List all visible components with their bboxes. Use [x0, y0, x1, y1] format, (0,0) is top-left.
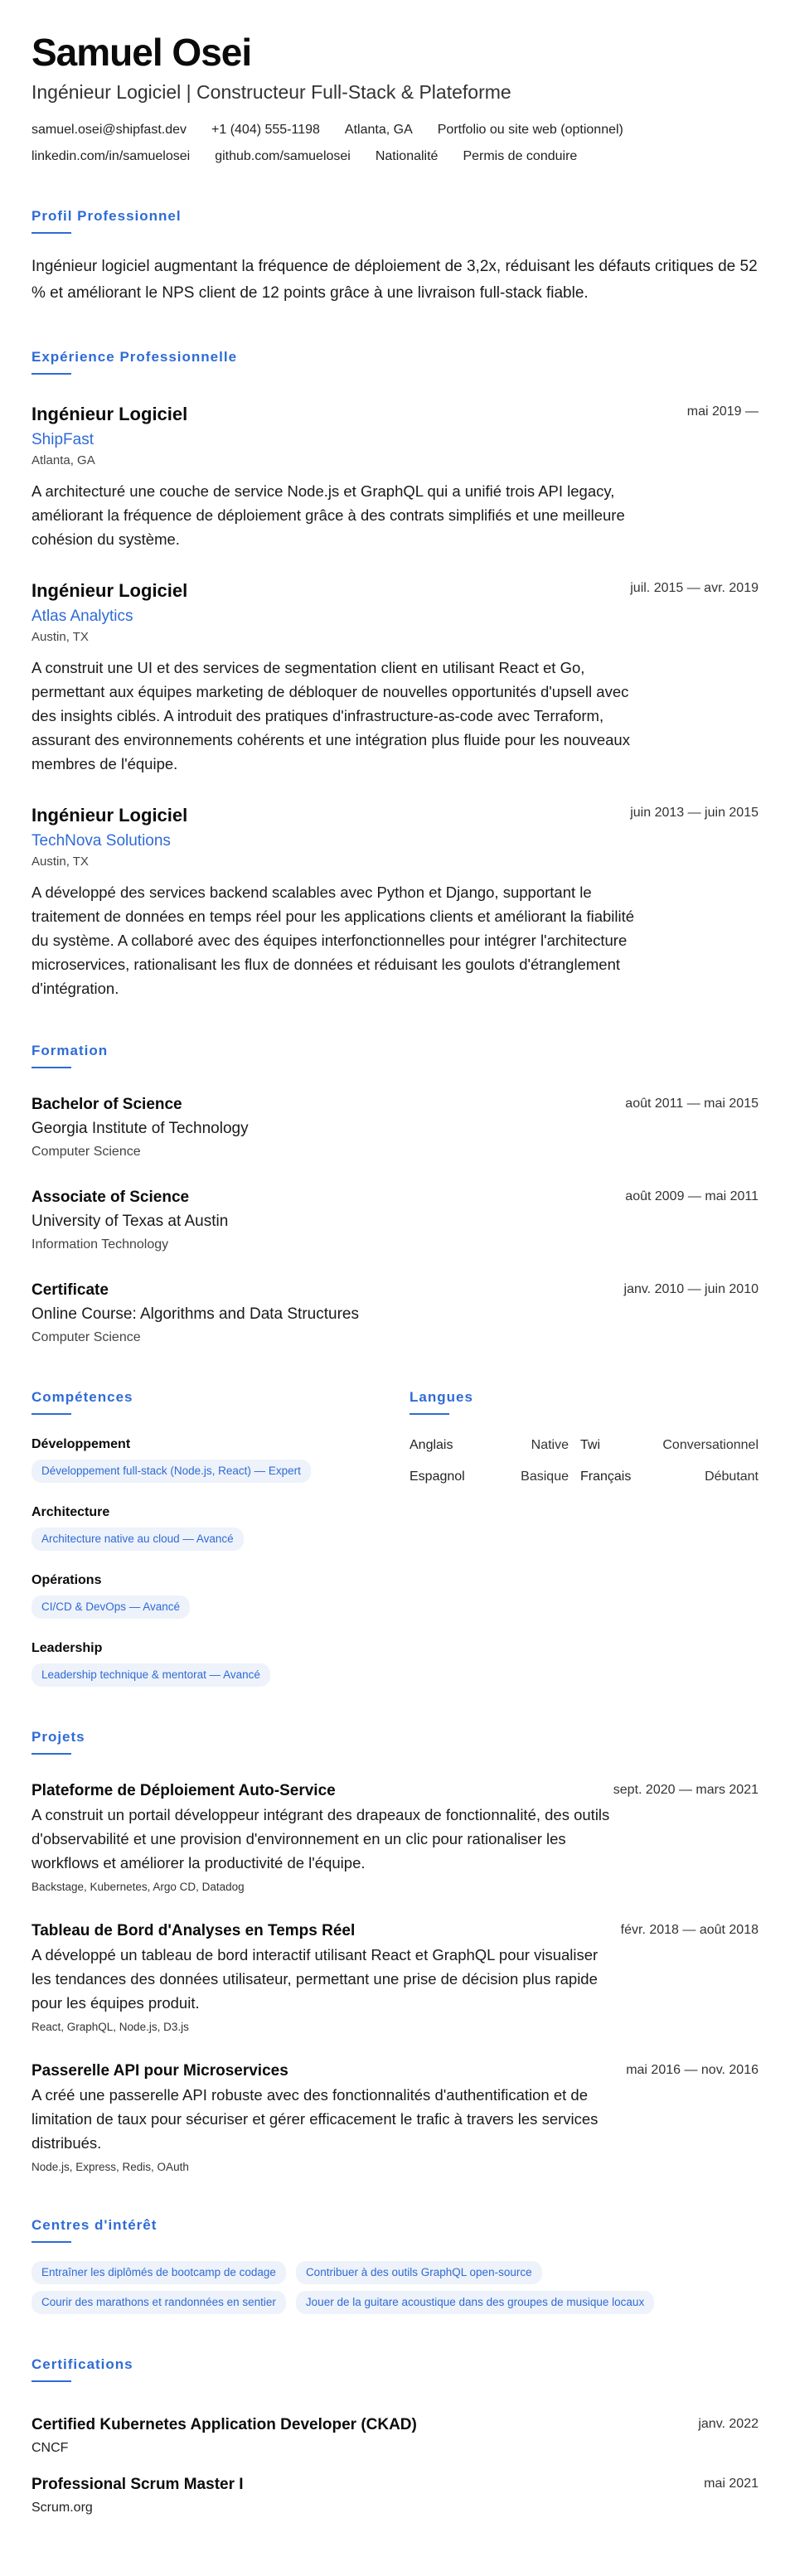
- education-section: [32, 1042, 758, 1347]
- skill-pill: Leadership technique & mentorat — Avancé: [32, 1663, 270, 1687]
- language-level: Débutant: [705, 1470, 758, 1484]
- project-date: févr. 2018 — août 2018: [620, 1923, 758, 1937]
- project-date: mai 2016 — nov. 2016: [626, 2063, 758, 2077]
- interest-pill: Courir des marathons et randonnées en sentier: [32, 2291, 286, 2314]
- skill-pill: Développement full-stack (Node.js, React) — Expert: [32, 1460, 311, 1483]
- contact-list: [32, 121, 744, 166]
- language-level: Basique: [521, 1470, 569, 1484]
- project-description: A développé un tableau de bord interactif utilisant React et GraphQL pour visualiser les tendances des données utilisateur, permettant une prise de décision plus rapide pour les équipes produit.: [32, 1946, 599, 2012]
- language-name: Français: [580, 1470, 632, 1484]
- project-title: Tableau de Bord d'Analyses en Temps Réel: [32, 1922, 356, 1939]
- skills-languages-row: [32, 1388, 758, 1687]
- job-location: Atlanta, GA: [32, 453, 95, 467]
- project-date: sept. 2020 — mars 2021: [613, 1783, 758, 1797]
- job-description: A développé des services backend scalables avec Python et Django, supportant le traitement de données en temps réel pour les applications clients et améliorant la fiabilité du système. A collaboré avec des équipes interfonctionnelles pour intégrer l'architecture microservices, rationalisant les flux de données et réduisant les goulots d'étranglement d'intégration.: [32, 884, 635, 997]
- section-title: Centres d'intérêt: [32, 2217, 158, 2233]
- skills-section: [32, 1388, 410, 1687]
- profile-section: [32, 207, 758, 307]
- education-degree: Associate of Science: [32, 1189, 190, 1206]
- job-title: Ingénieur Logiciel: [32, 404, 188, 424]
- section-divider: [32, 1413, 71, 1415]
- education-school: Georgia Institute of Technology: [32, 1120, 249, 1137]
- job-title: Ingénieur Logiciel: [32, 580, 188, 601]
- candidate-headline: Ingénieur Logiciel | Constructeur Full-Stack & Plateforme: [32, 81, 511, 103]
- project-entry: [32, 2061, 758, 2175]
- language-list: [410, 1436, 758, 1486]
- job-date: mai 2019 —: [686, 404, 758, 419]
- section-title: Compétences: [32, 1389, 133, 1405]
- skill-group: [32, 1640, 410, 1687]
- section-divider: [32, 232, 71, 234]
- skill-group-label: Opérations: [32, 1573, 102, 1587]
- contact-email[interactable]: samuel.osei@shipfast.dev: [32, 123, 187, 137]
- section-title: Certifications: [32, 2356, 133, 2372]
- project-tech: React, GraphQL, Node.js, D3.js: [32, 2021, 189, 2033]
- job-description: A construit une UI et des services de segmentation client en utilisant React et Go, permettant aux équipes marketing de débloquer de nouvelles opportunités d'upsell avec des insights ciblés. A introduit des pratiques d'infrastructure-as-code avec Terraform, assurant des environnements cohérents et une intégration plus fluide pour les nouveaux membres de l'équipe.: [32, 659, 630, 772]
- interest-pill: Entraîner les diplômés de bootcamp de codage: [32, 2261, 286, 2284]
- contact-phone[interactable]: +1 (404) 555-1198: [211, 123, 320, 137]
- certifications-section: [32, 2356, 758, 2516]
- interest-pill: Contribuer à des outils GraphQL open-source: [296, 2261, 542, 2284]
- project-title: Passerelle API pour Microservices: [32, 2062, 288, 2080]
- contact-portfolio[interactable]: Portfolio ou site web (optionnel): [437, 123, 623, 137]
- education-field: Computer Science: [32, 1145, 141, 1159]
- job-date: juil. 2015 — avr. 2019: [630, 581, 758, 595]
- project-tech: Node.js, Express, Redis, OAuth: [32, 2161, 189, 2173]
- interest-pill: Jouer de la guitare acoustique dans des groupes de musique locaux: [296, 2291, 654, 2314]
- education-date: janv. 2010 — juin 2010: [623, 1282, 758, 1296]
- contact-linkedin[interactable]: linkedin.com/in/samuelosei: [32, 149, 191, 163]
- job-company: TechNova Solutions: [32, 832, 171, 850]
- language-level: Conversationnel: [662, 1438, 758, 1452]
- contact-nationality: Nationalité: [375, 149, 439, 163]
- language-name: Anglais: [410, 1438, 453, 1452]
- education-degree: Bachelor of Science: [32, 1096, 182, 1113]
- education-field: Information Technology: [32, 1237, 169, 1252]
- section-divider: [32, 1067, 71, 1068]
- languages-section: [410, 1388, 758, 1687]
- certification-name: Professional Scrum Master I: [32, 2476, 244, 2493]
- project-entry: [32, 1781, 758, 1895]
- language-item: [580, 1436, 758, 1455]
- job-company: Atlas Analytics: [32, 608, 133, 625]
- skill-group-label: Développement: [32, 1437, 131, 1451]
- certification-issuer: Scrum.org: [32, 2501, 93, 2515]
- certification-entry: [32, 2475, 758, 2516]
- section-divider: [32, 373, 71, 375]
- job-company: ShipFast: [32, 431, 94, 448]
- language-name: Twi: [580, 1438, 600, 1452]
- experience-section: [32, 348, 758, 1000]
- job-date: juin 2013 — juin 2015: [630, 806, 758, 820]
- section-title: Langues: [410, 1389, 473, 1405]
- projects-section: [32, 1728, 758, 2175]
- skill-group-label: Architecture: [32, 1505, 110, 1519]
- skill-group: [32, 1504, 410, 1551]
- education-degree: Certificate: [32, 1281, 109, 1299]
- education-date: août 2011 — mai 2015: [625, 1097, 758, 1111]
- language-name: Espagnol: [410, 1470, 465, 1484]
- interests-section: [32, 2216, 758, 2314]
- education-entry: [32, 1188, 758, 1254]
- contact-github[interactable]: github.com/samuelosei: [215, 149, 351, 163]
- profile-summary: Ingénieur logiciel augmentant la fréquence de déploiement de 3,2x, réduisant les défauts critiques de 52 % et améliorant le NPS client de 12 points grâce à une livraison full-stack fiable.: [32, 258, 758, 302]
- section-title: Projets: [32, 1729, 85, 1745]
- project-description: A construit un portail développeur intégrant des drapeaux de fonctionnalité, des outils d'observabilité et une provision d'environnement en un clic pour rationaliser les workflows et améliorer la productivité de l'équipe.: [32, 1806, 610, 1871]
- candidate-name: Samuel Osei: [32, 31, 252, 74]
- skill-pill: Architecture native au cloud — Avancé: [32, 1528, 244, 1551]
- education-entry: [32, 1095, 758, 1161]
- language-item: [580, 1468, 758, 1486]
- section-divider: [32, 2241, 71, 2243]
- education-school: University of Texas at Austin: [32, 1213, 229, 1230]
- job-description: A architecturé une couche de service Node.js et GraphQL qui a unifié trois API legacy, améliorant la fréquence de déploiement grâce à des contrats simplifiés et une meilleure cohésion du système.: [32, 482, 625, 548]
- contact-location: Atlanta, GA: [344, 123, 413, 137]
- education-school: Online Course: Algorithms and Data Structures: [32, 1305, 359, 1323]
- resume-header: [32, 30, 758, 166]
- job-location: Austin, TX: [32, 855, 89, 869]
- section-title: Formation: [32, 1043, 109, 1058]
- skill-group-label: Leadership: [32, 1641, 103, 1655]
- certification-date: janv. 2022: [698, 2417, 758, 2431]
- project-description: A créé une passerelle API robuste avec des fonctionnalités d'authentification et de limitation de taux pour sécuriser et gérer efficacement le trafic à travers les services distribués.: [32, 2086, 599, 2152]
- job-title: Ingénieur Logiciel: [32, 805, 188, 826]
- project-tech: Backstage, Kubernetes, Argo CD, Datadog: [32, 1881, 245, 1893]
- job-entry: [32, 579, 758, 776]
- language-item: [410, 1468, 580, 1486]
- section-divider: [32, 1753, 71, 1755]
- certification-name: Certified Kubernetes Application Developer (CKAD): [32, 2416, 417, 2433]
- section-divider: [32, 2380, 71, 2382]
- education-entry: [32, 1281, 758, 1347]
- education-field: Computer Science: [32, 1330, 141, 1344]
- certification-date: mai 2021: [704, 2477, 758, 2491]
- interest-list: [32, 2261, 761, 2314]
- project-title: Plateforme de Déploiement Auto-Service: [32, 1782, 336, 1799]
- section-title: Profil Professionnel: [32, 208, 182, 224]
- language-level: Native: [531, 1438, 569, 1452]
- section-divider: [410, 1413, 449, 1415]
- certification-issuer: CNCF: [32, 2441, 69, 2455]
- project-entry: [32, 1921, 758, 2035]
- skill-group: [32, 1436, 410, 1483]
- skill-pill: CI/CD & DevOps — Avancé: [32, 1595, 190, 1619]
- contact-driving-license: Permis de conduire: [463, 149, 578, 163]
- job-entry: [32, 403, 758, 551]
- job-entry: [32, 804, 758, 1000]
- section-title: Expérience Professionnelle: [32, 349, 238, 365]
- language-item: [410, 1436, 580, 1455]
- job-location: Austin, TX: [32, 630, 89, 644]
- education-date: août 2009 — mai 2011: [625, 1189, 758, 1203]
- certification-entry: [32, 2415, 758, 2457]
- skill-group: [32, 1572, 410, 1619]
